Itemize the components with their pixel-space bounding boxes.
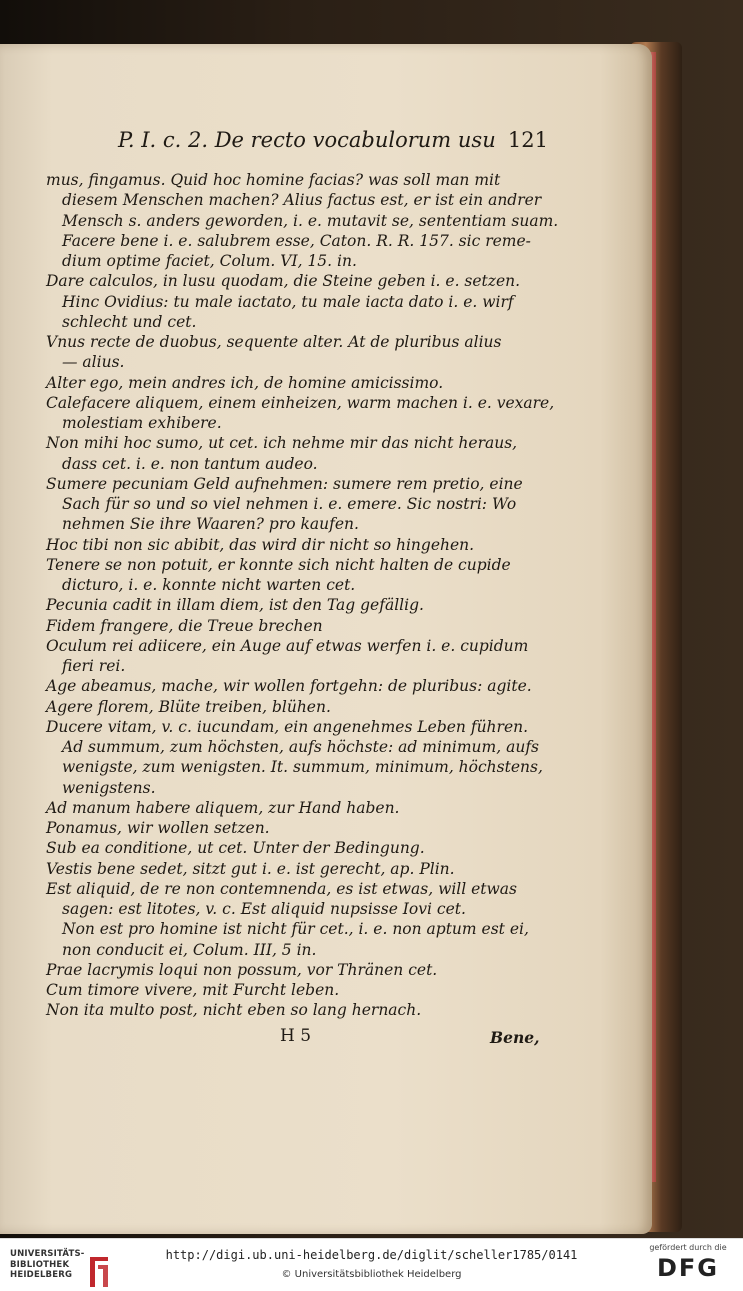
text-line: molestiam exhibere.	[62, 414, 222, 432]
signature-mark: H 5	[280, 1026, 312, 1046]
text-line: dicturo, i. e. konnte nicht warten cet.	[62, 576, 356, 594]
text-line: Ad manum habere aliquem, zur Hand haben.	[46, 798, 400, 817]
document-url[interactable]: http://digi.ub.uni-heidelberg.de/diglit/scheller1785/0141	[165, 1248, 578, 1262]
text-line: mus, fingamus. Quid hoc homine facias? was soll man mit	[46, 171, 501, 189]
text-line: Hinc Ovidius: tu male iactato, tu male iacta dato i. e. wirf	[62, 292, 514, 311]
copyright-notice: © Universitätsbibliothek Heidelberg	[281, 1269, 462, 1280]
text-line: Ponamus, wir wollen setzen.	[46, 819, 270, 837]
library-name-line-1: UNIVERSITÄTS-	[10, 1249, 85, 1259]
text-line: Calefacere aliquem, einem einheizen, warm machen i. e. vexare,	[46, 393, 555, 412]
text-line: Alter ego, mein andres ich, de homine amicissimo.	[46, 373, 444, 392]
text-line: Ad summum, zum höchsten, aufs höchste: ad minimum, aufs	[62, 738, 540, 756]
text-line: Pecunia cadit in illam diem, ist den Tag gefällig.	[46, 596, 424, 615]
text-line: non conducit ei, Colum. III, 5 in.	[62, 940, 317, 959]
text-line: Vnus recte de duobus, sequente alter. At de pluribus alius	[46, 333, 502, 351]
funder-logo[interactable]	[643, 1243, 733, 1287]
text-line: sagen: est litotes, v. c. Est aliquid nupsisse Iovi cet.	[62, 900, 466, 918]
text-line: Agere florem, Blüte treiben, blühen.	[46, 697, 331, 716]
text-line: Cum timore vivere, mit Furcht leben.	[46, 981, 340, 999]
text-line: wenigste, zum wenigsten. It. summum, minimum, höchstens,	[62, 758, 543, 777]
text-line: Non mihi hoc sumo, ut cet. ich nehme mir das nicht heraus,	[46, 434, 518, 453]
text-line: Non est pro homine ist nicht für cet., i. e. non aptum est ei,	[62, 920, 529, 939]
text-line: Prae lacrymis loqui non possum, vor Thränen cet.	[46, 960, 438, 979]
running-head	[118, 128, 548, 152]
text-line: — alius.	[62, 353, 125, 372]
text-line: Sumere pecuniam Geld aufnehmen: sumere rem pretio, eine	[46, 474, 523, 493]
text-line: Tenere se non potuit, er konnte sich nicht halten de cupide	[46, 555, 511, 574]
running-head-title: P. I. c. 2. De recto vocabulorum usu	[118, 128, 496, 152]
text-line: Facere bene i. e. salubrem esse, Caton. R. R. 157. sic reme-	[62, 231, 531, 250]
text-line: dium optime faciet, Colum. VI, 15. in.	[62, 252, 357, 270]
page-number: 121	[507, 128, 548, 152]
text-line: Hoc tibi non sic abibit, das wird dir nicht so hingehen.	[46, 535, 475, 554]
text-line: dass cet. i. e. non tantum audeo.	[62, 454, 318, 473]
text-line: Age abeamus, mache, wir wollen fortgehn: de pluribus: agite.	[46, 677, 532, 696]
text-line: Oculum rei adiicere, ein Auge auf etwas werfen i. e. cupidum	[46, 636, 529, 655]
funder-name: DFG	[656, 1254, 719, 1282]
text-line: Fidem frangere, die Treue brechen	[46, 616, 323, 635]
text-line: Mensch s. anders geworden, i. e. mutavit se, sententiam suam.	[62, 211, 559, 230]
text-line: fieri rei.	[62, 657, 126, 675]
text-line: Est aliquid, de re non contemnenda, es ist etwas, will etwas	[46, 879, 517, 898]
viewer-footer	[0, 1238, 743, 1291]
text-line: Sach für so und so viel nehmen i. e. emere. Sic nostri: Wo	[62, 495, 517, 513]
text-line: Non ita multo post, nicht eben so lang hernach.	[46, 1001, 422, 1020]
text-line: Sub ea conditione, ut cet. Unter der Bedingung.	[46, 839, 425, 858]
text-line: schlecht und cet.	[62, 312, 197, 331]
funder-caption: gefördert durch die	[649, 1243, 727, 1252]
library-name-line-2: BIBLIOTHEK	[10, 1259, 70, 1270]
text-line: nehmen Sie ihre Waaren? pro kaufen.	[62, 515, 359, 534]
library-name-line-3: HEIDELBERG	[10, 1270, 73, 1280]
text-line: Vestis bene sedet, sitzt gut i. e. ist gerecht, ap. Plin.	[46, 859, 455, 878]
text-line: Dare calculos, in lusu quodam, die Steine geben i. e. setzen.	[46, 272, 521, 291]
text-line: Ducere vitam, v. c. iucundam, ein angenehmes Leben führen.	[46, 717, 529, 736]
text-line: wenigstens.	[62, 778, 156, 797]
catchword: Bene,	[490, 1028, 540, 1047]
text-line: diesem Menschen machen? Alius factus est, er ist ein andrer	[62, 191, 542, 210]
